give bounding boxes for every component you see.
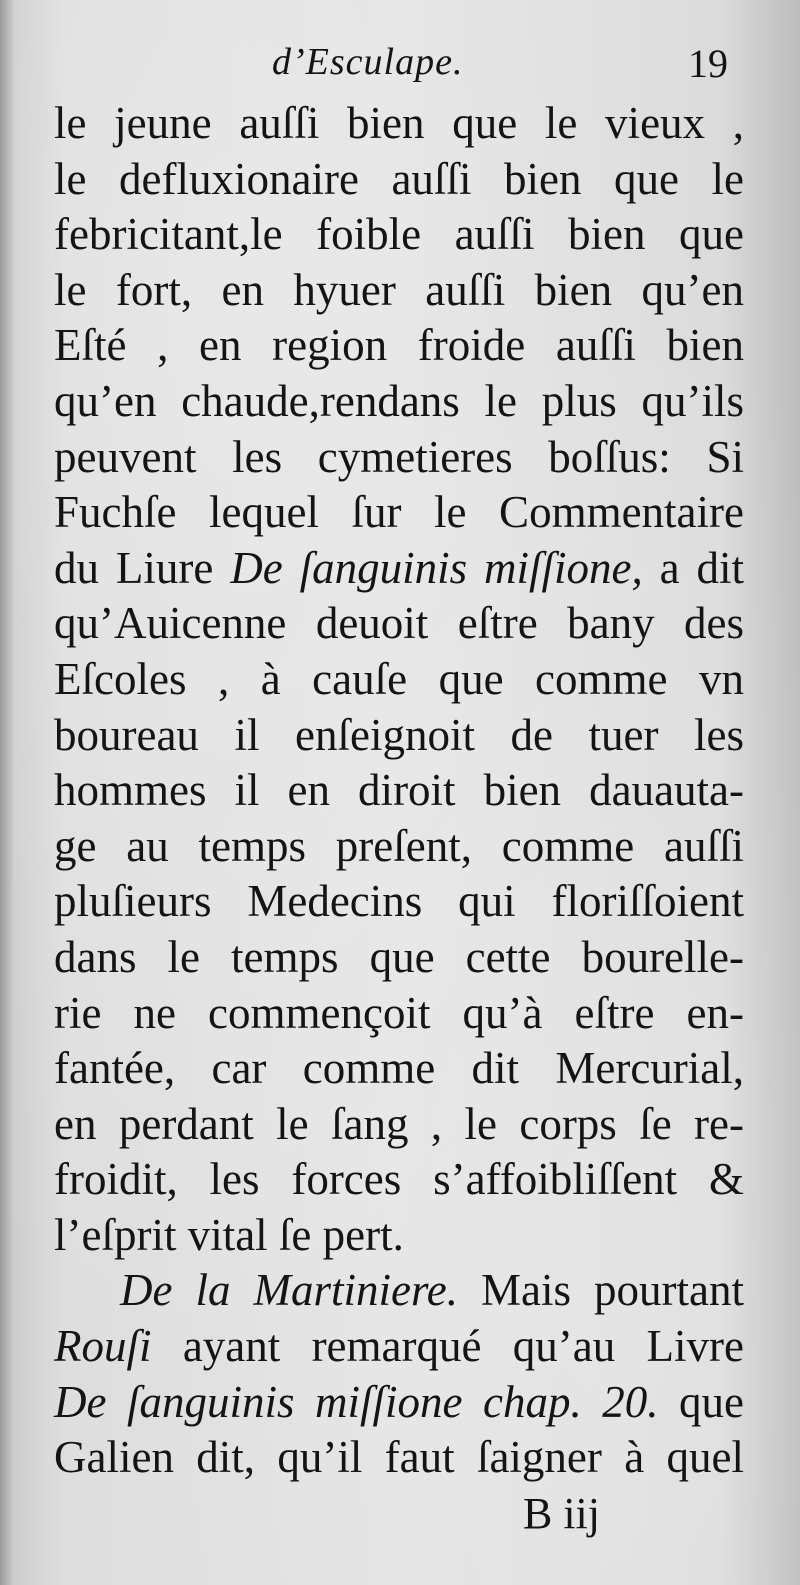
text-line: Galien dit, qu’il faut ſaigner à quel	[54, 1432, 744, 1483]
signature-mark: B iij	[522, 1489, 600, 1538]
text-line: l’eſprit vital ſe pert.	[54, 1209, 404, 1260]
text-line: le jeune auſſi bien que le vieux ,	[54, 98, 744, 148]
running-head: d’Esculape.	[272, 41, 464, 83]
text-segment: que	[658, 1376, 744, 1427]
author-name-italic: Rouſi	[54, 1321, 152, 1372]
text-line: qu’Auicenne deuoit eſtre bany des	[54, 598, 744, 649]
text-segment: Mais pourtant	[458, 1265, 744, 1316]
text-line: rie ne commençoit qu’à eſtre en-	[54, 987, 744, 1038]
text-line: boureau il enſeignoit de tuer les	[54, 709, 744, 760]
book-title-italic: De ſanguinis miſſione chap. 20.	[54, 1376, 659, 1427]
page-gutter	[0, 0, 14, 1585]
text-line	[54, 541, 744, 597]
text-line: le fort, en hyuer auſſi bien qu’en	[54, 264, 744, 315]
body-text	[54, 96, 744, 1486]
text-line: febricitant,le foible auſſi bien que	[54, 209, 744, 260]
text-segment: du Liure	[54, 542, 231, 593]
text-line	[54, 1319, 744, 1375]
book-title-italic: De ſanguinis miſſione,	[230, 542, 643, 593]
page-header	[0, 40, 800, 90]
text-line: qu’en chaude,rendans le plus qu’ils	[54, 375, 744, 426]
text-line: le defluxionaire auſſi bien que le	[54, 153, 744, 204]
text-line: en perdant le ſang , le corps ſe re-	[54, 1098, 744, 1149]
text-line: fantée, car comme dit Mercurial,	[54, 1043, 744, 1094]
text-line: Fuchſe lequel ſur le Commentaire	[54, 487, 744, 538]
page-number: 19	[688, 41, 728, 86]
text-line	[54, 1375, 744, 1431]
text-segment: ayant remarqué qu’au Livre	[151, 1321, 744, 1372]
text-line: pluſieurs Medecins qui floriſſoient	[54, 876, 744, 927]
text-line	[54, 1263, 744, 1319]
text-line: hommes il en diroit bien dauauta-	[54, 765, 744, 816]
text-segment: a dit	[642, 542, 744, 593]
text-line: Eſté , en region froide auſſi bien	[54, 320, 744, 371]
text-line: ge au temps preſent, comme auſſi	[54, 820, 744, 871]
text-line: froidit, les forces s’affoibliſſent &	[54, 1154, 744, 1205]
text-line: dans le temps que cette bourelle-	[54, 931, 744, 982]
text-line: Eſcoles , à cauſe que comme vn	[54, 653, 744, 704]
text-line: peuvent les cymetieres boſſus: Si	[54, 431, 744, 482]
speaker-name-italic: De la Martiniere.	[120, 1265, 459, 1316]
